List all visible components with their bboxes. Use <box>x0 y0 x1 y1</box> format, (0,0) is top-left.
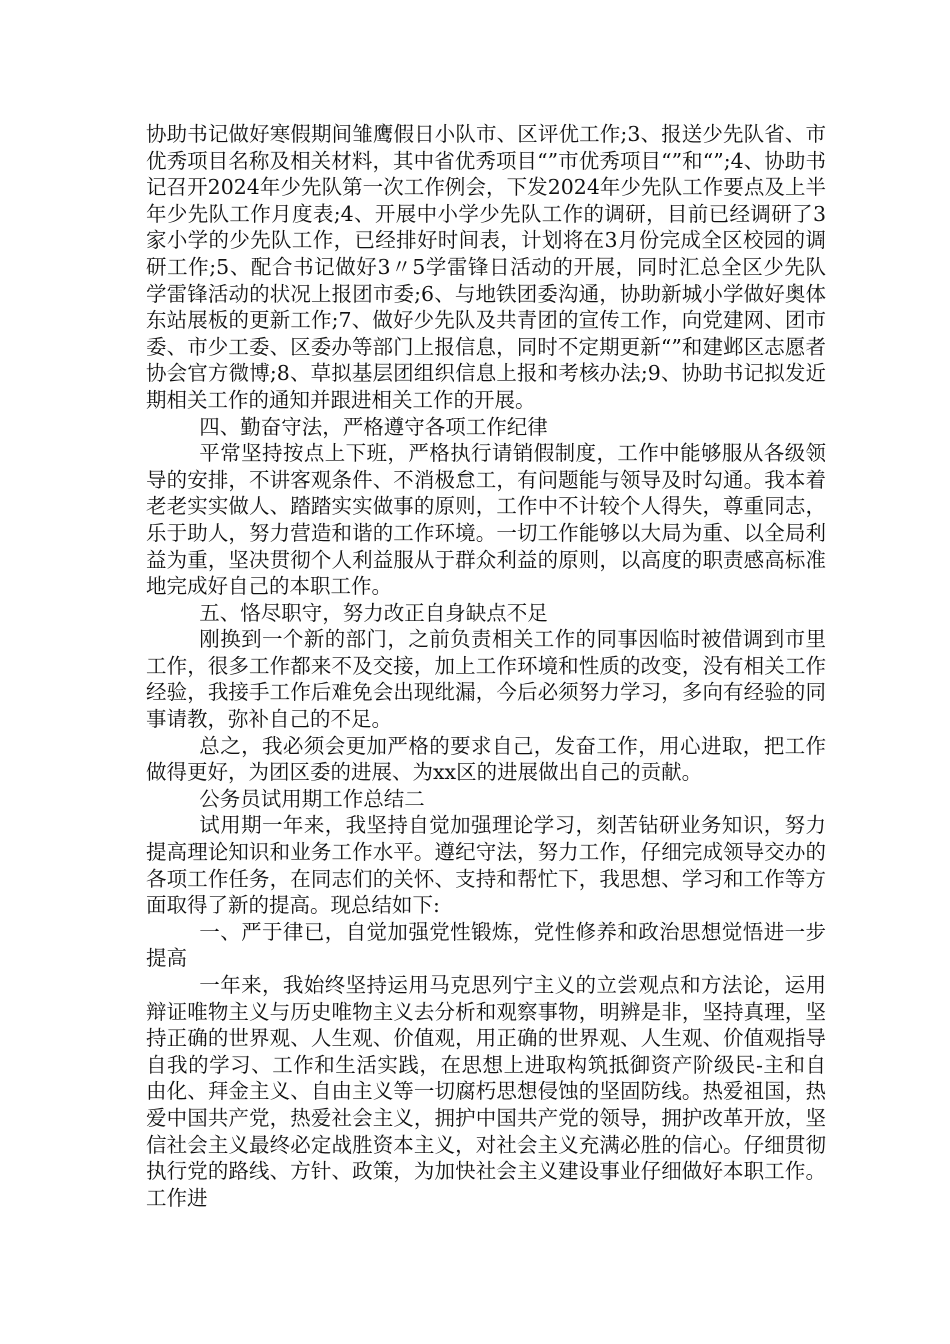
paragraph-self-discipline: 一年来，我始终坚持运用马克思列宁主义的立尝观点和方法论，运用辩证唯物主义与历史唯物主义去分析和观察事物，明辨是非，坚持真理，坚持正确的世界观、人生观、价值观，用正确的世界观、人生观、价值观指导自我的学习、工作和生活实践，在思想上进取构筑抵御资产阶级民-主和自由化、拜金主义、自由主义等一切腐朽思想侵蚀的坚固防线。热爱祖国，热爱中国共产党，热爱社会主义，拥护中国共产党的领导，拥护改革开放，坚信社会主义最终必定战胜资本主义，对社会主义充满必胜的信心。仔细贯彻执行党的路线、方针、政策，为加快社会主义建设事业仔细做好本职工作。工作进 <box>146 973 826 1210</box>
paragraph-work-items: 协助书记做好寒假期间雏鹰假日小队市、区评优工作;3、报送少先队省、市优秀项目名称及相关材料，其中省优秀项目“”市优秀项目“”和“”;4、协助书记召开2024年少先队第一次工作例会，下发2024年少先队工作要点及上半年少先队工作月度表;4、开展中小学少先队工作的调研，目前已经调研了3家小学的少先队工作，已经排好时间表，计划将在3月份完成全区校园的调研工作;5、配合书记做好3〃5学雷锋日活动的开展，同时汇总全区少先队学雷锋活动的状况上报团市委;6、与地铁团委沟通，协助新城小学做好奥体东站展板的更新工作;7、做好少先队及共青团的宣传工作，向党建网、团市委、市少工委、区委办等部门上报信息，同时不定期更新“”和建邺区志愿者协会官方微博;8、草拟基层团组织信息上报和考核办法;9、协助书记拟发近期相关工作的通知并跟进相关工作的开展。 <box>146 122 826 412</box>
heading-discipline: 四、勤奋守法，严格遵守各项工作纪律 <box>199 414 548 439</box>
paragraph-conclusion: 总之，我必须会更加严格的要求自己，发奋工作，用心进取，把工作做得更好，为团区委的进展、为xx区的进展做出自己的贡献。 <box>146 733 826 785</box>
document-page <box>146 121 826 1211</box>
paragraph-shortcomings: 刚换到一个新的部门，之前负责相关工作的同事因临时被借调到市里工作，很多工作都来不及交接，加上工作环境和性质的改变，没有相关工作经验，我接手工作后难免会出现纰漏，今后必须努力学习，多向有经验的同事请教，弥补自己的不足。 <box>146 627 826 732</box>
heading-shortcomings: 五、恪尽职守，努力改正自身缺点不足 <box>199 600 548 625</box>
heading-summary-two: 公务员试用期工作总结二 <box>199 786 425 811</box>
heading-self-discipline: 一、严于律已，自觉加强党性锻炼，党性修养和政治思想觉悟进一步提高 <box>146 919 826 971</box>
paragraph-summary-intro: 试用期一年来，我坚持自觉加强理论学习，刻苦钻研业务知识，努力提高理论知识和业务工作水平。遵纪守法，努力工作，仔细完成领导交办的各项工作任务，在同志们的关怀、支持和帮忙下，我思想、学习和工作等方面取得了新的提高。现总结如下: <box>146 813 826 918</box>
paragraph-discipline: 平常坚持按点上下班，严格执行请销假制度，工作中能够服从各级领导的安排，不讲客观条件、不消极怠工，有问题能与领导及时勾通。我本着老老实实做人、踏踏实实做事的原则，工作中不计较个人得失，尊重同志，乐于助人，努力营造和谐的工作环境。一切工作能够以大局为重、以全局利益为重，坚决贯彻个人利益服从于群众利益的原则，以高度的职责感高标准地完成好自己的本职工作。 <box>146 441 826 599</box>
